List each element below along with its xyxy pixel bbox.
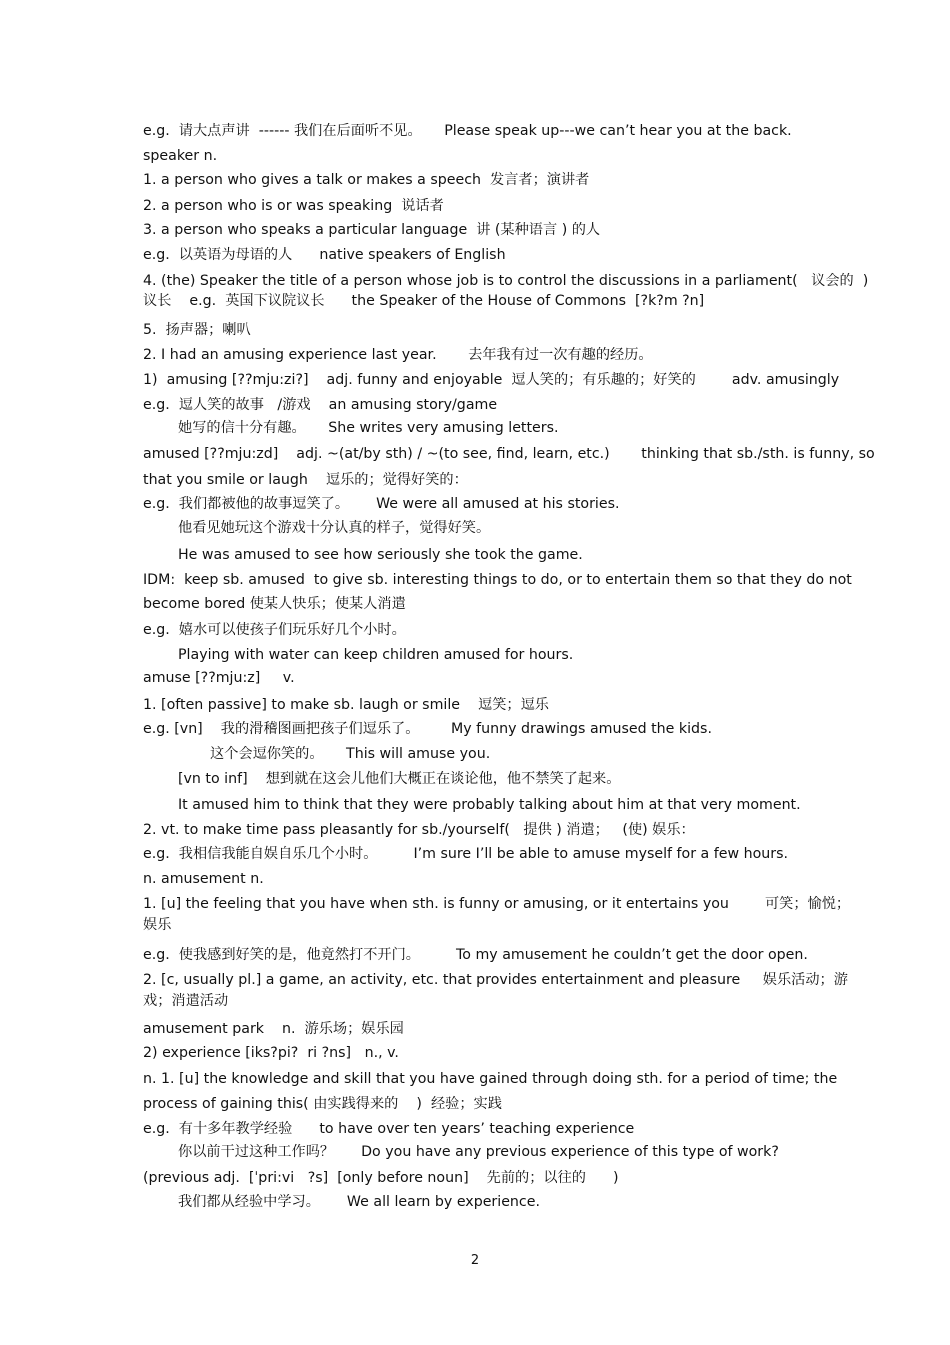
text-line: He was amused to see how seriously she took the game. — [178, 547, 583, 563]
text-line: 你以前干过这种工作吗？ Do you have any previous experience of this type of work? — [178, 1144, 779, 1160]
text-line: 1. a person who gives a talk or makes a speech 发言者；演讲者 — [143, 172, 590, 188]
text-line: IDM: keep sb. amused to give sb. interesting things to do, or to entertain them so that they do not — [143, 572, 852, 588]
text-line: amused [??mju:zd] adj. ~(at/by sth) / ~(to see, find, learn, etc.) thinking that sb./sth. is funny, so — [143, 446, 875, 462]
text-line: 4. (the) Speaker the title of a person whose job is to control the discussions in a parliament( 议会的 ) — [143, 273, 869, 289]
text-line: 2. vt. to make time pass pleasantly for sb./yourself( 提供 ) 消遣； (使) 娱乐： — [143, 822, 695, 838]
text-line: 5. 扬声器；喇叭 — [143, 322, 251, 338]
text-line: 2) experience [iks?pi? ri ?ns] n., v. — [143, 1045, 399, 1061]
text-line: 她写的信十分有趣。 She writes very amusing letters. — [178, 420, 559, 436]
text-line: 戏；消遣活动 — [143, 993, 229, 1009]
text-line: n. 1. [u] the knowledge and skill that you have gained through doing sth. for a period of time; the — [143, 1071, 838, 1087]
text-line: It amused him to think that they were probably talking about him at that very moment. — [178, 797, 801, 813]
text-line: 1. [often passive] to make sb. laugh or smile 逗笑；逗乐 — [143, 697, 549, 713]
text-line: 2. a person who is or was speaking 说话者 — [143, 198, 444, 214]
text-line: 娱乐 — [143, 917, 172, 933]
text-line: speaker n. — [143, 148, 218, 164]
text-line: e.g. 逗人笑的故事 /游戏 an amusing story/game — [143, 397, 498, 413]
text-line: 1) amusing [??mju:zi?] adj. funny and enjoyable 逗人笑的；有乐趣的；好笑的 adv. amusingly — [143, 372, 840, 388]
text-line: e.g. 嬉水可以使孩子们玩乐好几个小时。 — [143, 622, 406, 638]
text-line: (previous adj. [ˈpri:vi ?s] [only before noun] 先前的；以往的 ) — [143, 1170, 619, 1186]
text-line: e.g. 以英语为母语的人 native speakers of English — [143, 247, 506, 263]
text-line: amusement park n. 游乐场；娱乐园 — [143, 1021, 404, 1037]
text-line: e.g. [vn] 我的滑稽图画把孩子们逗乐了。 My funny drawings amused the kids. — [143, 721, 712, 737]
text-line: Playing with water can keep children amused for hours. — [178, 647, 574, 663]
text-line: 我们都从经验中学习。 We all learn by experience. — [178, 1194, 540, 1210]
text-line: become bored 使某人快乐；使某人消遣 — [143, 596, 406, 612]
text-line: process of gaining this( 由实践得来的 ) 经验；实践 — [143, 1096, 502, 1112]
text-line: 这个会逗你笑的。 This will amuse you. — [210, 746, 491, 762]
text-line: [vn to inf] 想到就在这会儿他们大概正在谈论他，他不禁笑了起来。 — [178, 771, 621, 787]
text-line: e.g. 有十多年教学经验 to have over ten years’ teaching experience — [143, 1121, 635, 1137]
text-line: 3. a person who speaks a particular language 讲 (某种语言 ) 的人 — [143, 222, 601, 238]
page-number: 2 — [470, 1253, 480, 1268]
text-line: that you smile or laugh 逗乐的；觉得好笑的： — [143, 472, 468, 488]
text-line: amuse [??mju:z] v. — [143, 670, 295, 686]
text-line: 2. [c, usually pl.] a game, an activity, etc. that provides entertainment and pleasure 娱乐活动；游 — [143, 972, 848, 988]
text-line: n. amusement n. — [143, 871, 264, 887]
text-line: e.g. 请大点声讲 ------ 我们在后面听不见。 Please speak up---we can’t hear you at the back. — [143, 123, 792, 139]
text-line: 1. [u] the feeling that you have when sth. is funny or amusing, or it entertains you 可笑；愉悦； — [143, 896, 851, 912]
text-line: 他看见她玩这个游戏十分认真的样子，觉得好笑。 — [178, 520, 491, 536]
text-line: 2. I had an amusing experience last year. 去年我有过一次有趣的经历。 — [143, 347, 653, 363]
text-line: e.g. 我相信我能自娱自乐几个小时。 I’m sure I’ll be able to amuse myself for a few hours. — [143, 846, 788, 862]
text-line: e.g. 我们都被他的故事逗笑了。 We were all amused at his stories. — [143, 496, 620, 512]
text-line: e.g. 使我感到好笑的是，他竟然打不开门。 To my amusement he couldn’t get the door open. — [143, 947, 808, 963]
text-line: 议长 e.g. 英国下议院议长 the Speaker of the House of Commons [?k?m ?n] — [143, 293, 705, 309]
